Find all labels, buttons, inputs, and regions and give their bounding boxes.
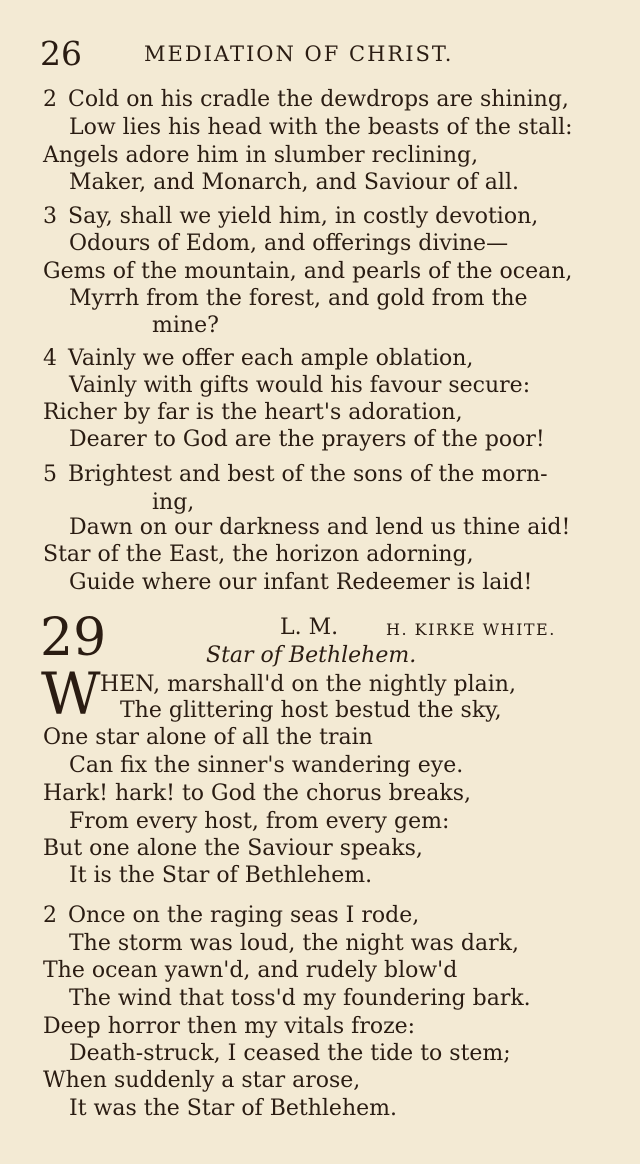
running-title: MEDIATION OF CHRIST. bbox=[144, 42, 454, 66]
verse-line: Richer by far is the heart's adoration, bbox=[43, 400, 463, 425]
verse-line: It is the Star of Bethlehem. bbox=[69, 863, 373, 888]
verse-line: Maker, and Monarch, and Saviour of all. bbox=[69, 170, 519, 195]
hymn-heading bbox=[40, 608, 600, 668]
verse-line: The ocean yawn'd, and rudely blow'd bbox=[43, 958, 458, 983]
verse-line: It was the Star of Bethlehem. bbox=[69, 1096, 397, 1121]
verse-line: But one alone the Saviour speaks, bbox=[43, 836, 423, 861]
hymn-meter: L. M. bbox=[280, 615, 339, 640]
verse-line: 2 Once on the raging seas I rode, bbox=[43, 903, 420, 928]
verse-line: The wind that toss'd my foundering bark. bbox=[69, 986, 531, 1011]
verse-line: Star of the East, the horizon adorning, bbox=[43, 542, 474, 567]
hymn-title: Star of Bethlehem. bbox=[206, 643, 417, 668]
verse-line: One star alone of all the train bbox=[43, 725, 373, 750]
stanza-number: 5 bbox=[43, 462, 57, 487]
verse-line: The glittering host bestud the sky, bbox=[120, 698, 502, 723]
verse-line: mine? bbox=[152, 313, 219, 338]
verse-line: Death-struck, I ceased the tide to stem; bbox=[69, 1041, 511, 1066]
verse-line: Gems of the mountain, and pearls of the ocean, bbox=[43, 259, 573, 284]
verse-line: Angels adore him in slumber reclining, bbox=[43, 143, 479, 168]
page-number: 26 bbox=[40, 34, 82, 73]
verse-line: Odours of Edom, and offerings divine— bbox=[69, 231, 509, 256]
verse-line: When suddenly a star arose, bbox=[43, 1068, 361, 1093]
verse-line: From every host, from every gem: bbox=[69, 809, 450, 834]
verse-line: 2 Cold on his cradle the dewdrops are shining, bbox=[43, 87, 569, 112]
verse-line: Can fix the sinner's wandering eye. bbox=[69, 753, 464, 778]
stanza-number: 3 bbox=[43, 204, 57, 229]
stanza-number: 2 bbox=[43, 87, 57, 112]
verse-line: Deep horror then my vitals froze: bbox=[43, 1014, 416, 1039]
verse-line: 3 Say, shall we yield him, in costly devotion, bbox=[43, 204, 539, 229]
verse-line: Vainly with gifts would his favour secure: bbox=[69, 373, 531, 398]
drop-cap: W bbox=[41, 660, 101, 728]
stanza-number: 2 bbox=[43, 903, 57, 928]
verse-line: Dawn on our darkness and lend us thine aid! bbox=[69, 515, 571, 540]
verse-line: Guide where our infant Redeemer is laid! bbox=[69, 570, 533, 595]
verse-line: HEN, marshall'd on the nightly plain, bbox=[100, 672, 516, 697]
verse-line: Dearer to God are the prayers of the poor! bbox=[69, 427, 545, 452]
verse-line: 4 Vainly we offer each ample oblation, bbox=[43, 346, 474, 371]
verse-line: ing, bbox=[152, 490, 195, 515]
verse-line: Hark! hark! to God the chorus breaks, bbox=[43, 781, 472, 806]
page-header bbox=[40, 34, 600, 74]
verse-line: The storm was loud, the night was dark, bbox=[69, 931, 519, 956]
verse-line: 5 Brightest and best of the sons of the morn- bbox=[43, 462, 548, 487]
stanza-number: 4 bbox=[43, 346, 57, 371]
hymn-number: 29 bbox=[40, 608, 107, 668]
verse-line: Myrrh from the forest, and gold from the bbox=[69, 286, 528, 311]
verse-line: Low lies his head with the beasts of the stall: bbox=[69, 115, 573, 140]
hymn-author: H. KIRKE WHITE. bbox=[386, 620, 556, 639]
